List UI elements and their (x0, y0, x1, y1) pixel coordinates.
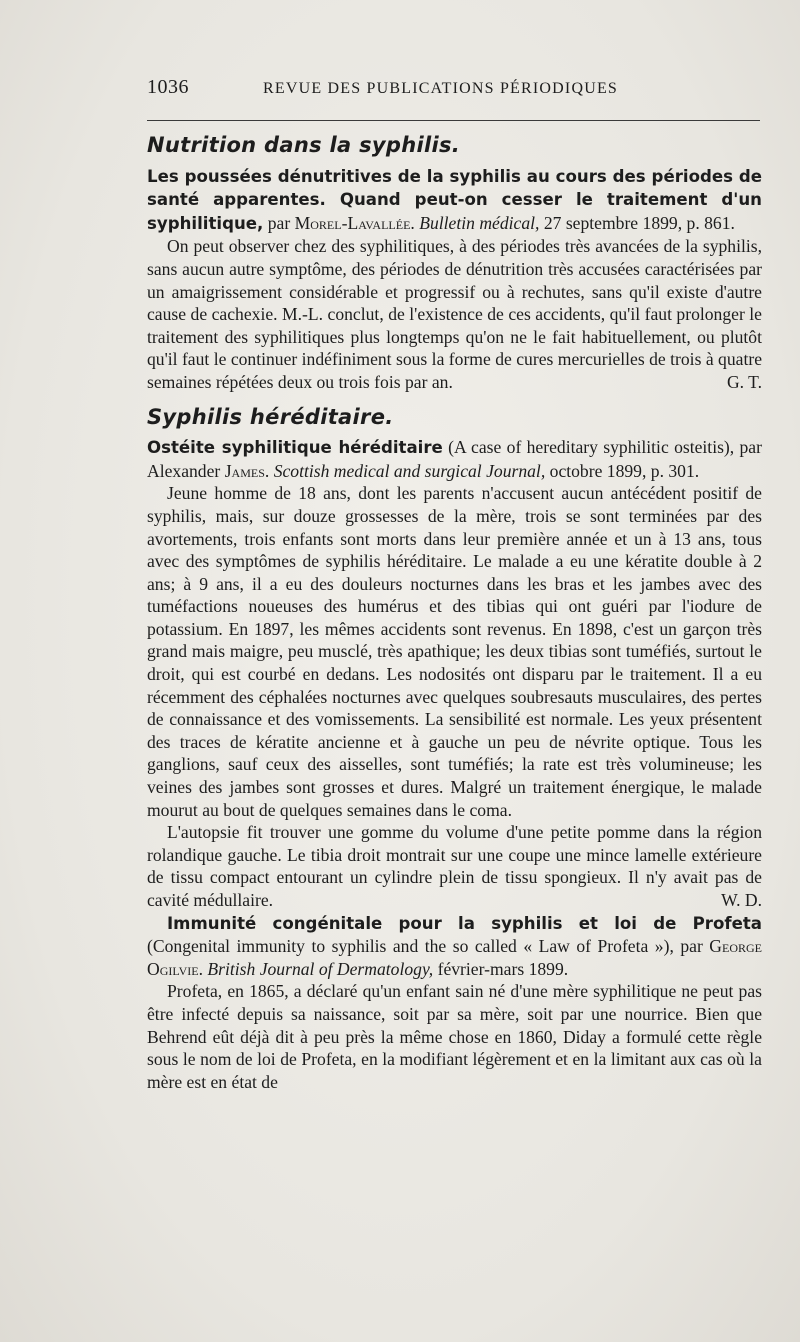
page-number: 1036 (147, 76, 189, 98)
article-title: Ostéite syphilitique héréditaire (147, 438, 443, 458)
header-rule (147, 120, 760, 121)
page-body (147, 128, 762, 1093)
abstract-paragraph: Profeta, en 1865, a déclaré qu'un enfant sain né d'une mère syphilitique ne peut pas être infecté depuis sa naissance, soit par sa mère, soit par une nourrice. Bien que Behrend eût déjà dit à peu près la même chose en 1860, Diday a formulé cette règle sous le nom de loi de Profeta, en la modifiant légèrement et en la limitant aux cas où la mère est en état de (147, 981, 762, 1092)
page-header (147, 76, 760, 106)
page-reference: p. 861. (686, 212, 735, 233)
citation-by: par (267, 212, 291, 233)
english-title: (Congenital immunity to syphilis and the so called « Law of Profeta »), par (147, 936, 703, 957)
article-author: George Ogilvie. (147, 936, 762, 979)
article-citation-osteite (147, 436, 762, 482)
journal-name: Scottish medical and surgical Journal, (273, 460, 546, 481)
journal-name: Bulletin médical, (419, 212, 540, 233)
abstract-paragraph: Jeune homme de 18 ans, dont les parents n'accusent aucun antécédent positif de syphilis, mais, sur douze grossesses de la mère, trois se sont terminées par des avortements, trois enfants sont morts dans leur première année et un à 13 ans, tous avec des symptômes de syphilis héréditaire. Le malade a eu une kératite double à 2 ans; à 9 ans, il a eu des douleurs nocturnes dans les bras et les jambes avec des tuméfactions noueuses des humérus et des tibias qui ont guéri par l'iodure de potassium. En 1897, les mêmes accidents sont revenus. En 1898, c'est un garçon très grand mais maigre, peu musclé, très apathique; les deux tibias sont tuméfiés, surtout le droit, qui est courbé en dedans. Les nodosités ont disparu par le traitement. Il a eu récemment des céphalées nocturnes avec quelques soubresauts musculaires, des pertes de connaissance et des vomissements. La sensibilité est normale. Les yeux présentent des traces de kératite ancienne et à gauche un peu de névrite optique. Tous les ganglions, sauf ceux des aisselles, sont tuméfiés; la rate est très volumineuse; les veines des jambes sont grosses et dures. Malgré un traitement énergique, le malade mourut au bout de quelques semaines dans le coma. (147, 483, 762, 820)
article-title: Les poussées dénutritives de la syphilis au cours des périodes de santé apparentes. Quand peut-on cesser le traitement d'un syphilitique, (147, 166, 762, 233)
article-citation-immunite (147, 912, 762, 981)
abstract-paragraph (147, 821, 762, 911)
publication-date: octobre 1899, p. 301. (549, 460, 700, 481)
abstract-paragraph (147, 235, 762, 393)
publication-date: 27 septembre 1899, (543, 212, 683, 233)
section-title-nutrition: Nutrition dans la syphilis. (147, 133, 461, 157)
author-signature: G. T. (726, 371, 762, 392)
article-author: Morel-Lavallée. (294, 212, 415, 233)
english-title: (A case of hereditary syphilitic osteitis), par Alexander (147, 437, 762, 481)
article-title: Immunité congénitale pour la syphilis et loi de Profeta (167, 913, 762, 933)
publication-date: février-mars 1899. (437, 958, 569, 979)
article-author: James. (224, 460, 270, 481)
article-citation-nutrition (147, 165, 762, 236)
author-signature: W. D. (721, 890, 762, 910)
section-title-hereditaire: Syphilis héréditaire. (147, 404, 394, 429)
abstract-text: L'autopsie fit trouver une gomme du volume d'une petite pomme dans la région rolandique gauche. Le tibia droit montrait sur une coupe une mince lamelle extérieure de tissu compact entourant un cylindre plein de tissu spongieux. Il n'y avait pas de cavité médullaire. (147, 822, 762, 910)
running-title: REVUE DES PUBLICATIONS PÉRIODIQUES (263, 80, 619, 97)
abstract-text: On peut observer chez des syphilitiques, à des périodes très avancées de la syphilis, sans aucun autre symptôme, des périodes de dénutrition très accusées caractérisées par un amaigrissement considérable et progressif ou à rechutes, sans qu'il existe d'autre cause de cachexie. M.-L. conclut, de l'existence de ces accidents, qu'il faut prolonger le traitement des syphilitiques plus longtemps qu'on ne le fait habituellement, ou plutôt qu'il faut le continuer indéfiniment sous la forme de cures mercurielles de trois à quatre semaines répétées deux ou trois fois par an. (147, 236, 762, 392)
journal-name: British Journal of Dermatology, (207, 958, 434, 979)
